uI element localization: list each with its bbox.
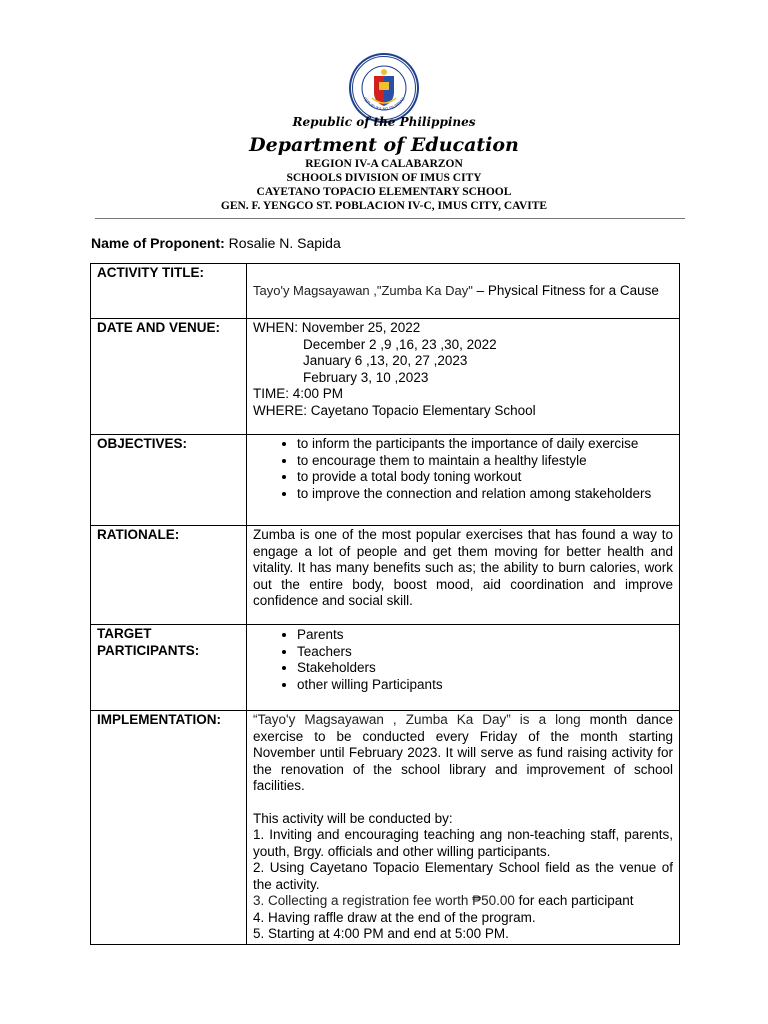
implementation-paragraph-part2: month dance exercise to be conducted every Friday of the month starting November until February 2023. It will serve as fund raising activity for the renovation of the school library and improvement of school facilities. — [253, 712, 673, 793]
list-item: • to encourage them to maintain a healthy lifestyle — [297, 453, 673, 470]
list-item: • to improve the connection and relation among stakeholders — [297, 486, 673, 503]
objectives-label: OBJECTIVES: — [91, 435, 247, 526]
department-heading: Department of Education — [249, 134, 519, 156]
implementation-paragraph — [253, 712, 673, 795]
row-target — [91, 625, 680, 711]
target-list — [253, 627, 673, 693]
implementation-step: 5. Starting at 4:00 PM and end at 5:00 PM. — [253, 926, 509, 941]
list-item: • other willing Participants — [297, 677, 673, 694]
when-line: WHEN: November 25, 2022 — [253, 320, 421, 335]
where-line: WHERE: Cayetano Topacio Elementary School — [253, 402, 536, 418]
row-rationale — [91, 526, 680, 625]
activity-title-part2: – Physical Fitness for a Cause — [472, 282, 659, 298]
row-activity-title — [91, 264, 680, 319]
rationale-label: RATIONALE: — [91, 526, 247, 625]
proponent-name: Rosalie N. Sapida — [228, 235, 341, 251]
step3-part2: for each participant — [514, 893, 634, 908]
implementation-label: IMPLEMENTATION: — [91, 711, 247, 945]
implementation-intro: This activity will be conducted by: — [253, 810, 453, 826]
target-label — [91, 625, 247, 711]
list-item: • to inform the participants the importance of daily exercise — [297, 436, 673, 453]
address-line: GEN. F. YENGCO ST. POBLACION IV-C, IMUS CITY, CAVITE — [220, 200, 548, 212]
date-line: February 3, 10 ,2023 — [303, 369, 429, 385]
objectives-value — [247, 435, 680, 526]
header-divider — [95, 218, 685, 219]
row-implementation — [91, 711, 680, 945]
school-line: CAYETANO TOPACIO ELEMENTARY SCHOOL — [256, 186, 512, 198]
time-line: TIME: 4:00 PM — [253, 386, 344, 401]
implementation-step: 1. Inviting and encouraging teaching ang non-teaching staff, parents, youth, Brgy. officials and other willing participants. — [253, 827, 673, 859]
target-value — [247, 625, 680, 711]
seal-text — [348, 52, 420, 54]
implementation-value — [247, 711, 680, 945]
region-line: REGION IV-A CALABARZON — [305, 158, 463, 170]
objectives-list — [253, 436, 673, 502]
deped-seal — [348, 52, 420, 124]
row-objectives — [91, 435, 680, 526]
list-item: • Stakeholders — [297, 660, 673, 677]
implementation-step: 4. Having raffle draw at the end of the program. — [253, 909, 536, 925]
date-venue-value — [247, 319, 680, 435]
list-item: • Teachers — [297, 644, 673, 661]
implementation-step — [253, 893, 673, 910]
seal-subtext: REPUBLIKA NG PILIPINAS — [362, 96, 406, 112]
target-label-line1: TARGET — [97, 626, 152, 641]
step3-part1: 3. Collecting a registration fee worth ₱50.00 — [253, 893, 515, 908]
date-line: December 2 ,9 ,16, 23 ,30, 2022 — [303, 336, 497, 352]
rationale-text: Zumba is one of the most popular exercises that has found a way to engage a lot of people and get them moving for better health and vitality. It has many benefits such as; the ability to burn calories, work out the entire body, boost mood, aid coordination and improve confidence and social skill. — [247, 526, 680, 625]
proposal-table — [90, 263, 680, 945]
implementation-step: 2. Using Cayetano Topacio Elementary School field as the venue of the activity. — [253, 860, 673, 892]
proponent-label: Name of Proponent: — [91, 235, 225, 251]
target-label-line2: PARTICIPANTS: — [97, 642, 200, 658]
division-line: SCHOOLS DIVISION OF IMUS CITY — [286, 172, 482, 184]
date-venue-label: DATE AND VENUE: — [91, 319, 247, 435]
list-item: • to provide a total body toning workout — [297, 469, 673, 486]
row-date-venue — [91, 319, 680, 435]
republic-heading: Republic of the Philippines — [292, 115, 476, 129]
date-line: January 6 ,13, 20, 27 ,2023 — [303, 353, 468, 368]
list-item: • Parents — [297, 627, 673, 644]
activity-title-value — [247, 264, 680, 319]
implementation-paragraph-part1: “Tayo'y Magsayawan , Zumba Ka Day” is a long — [253, 712, 581, 727]
activity-title-label: ACTIVITY TITLE: — [91, 264, 247, 319]
proponent-line — [91, 235, 341, 251]
activity-title-part1: Tayo'y Magsayawan ,"Zumba Ka Day" — [253, 282, 473, 298]
